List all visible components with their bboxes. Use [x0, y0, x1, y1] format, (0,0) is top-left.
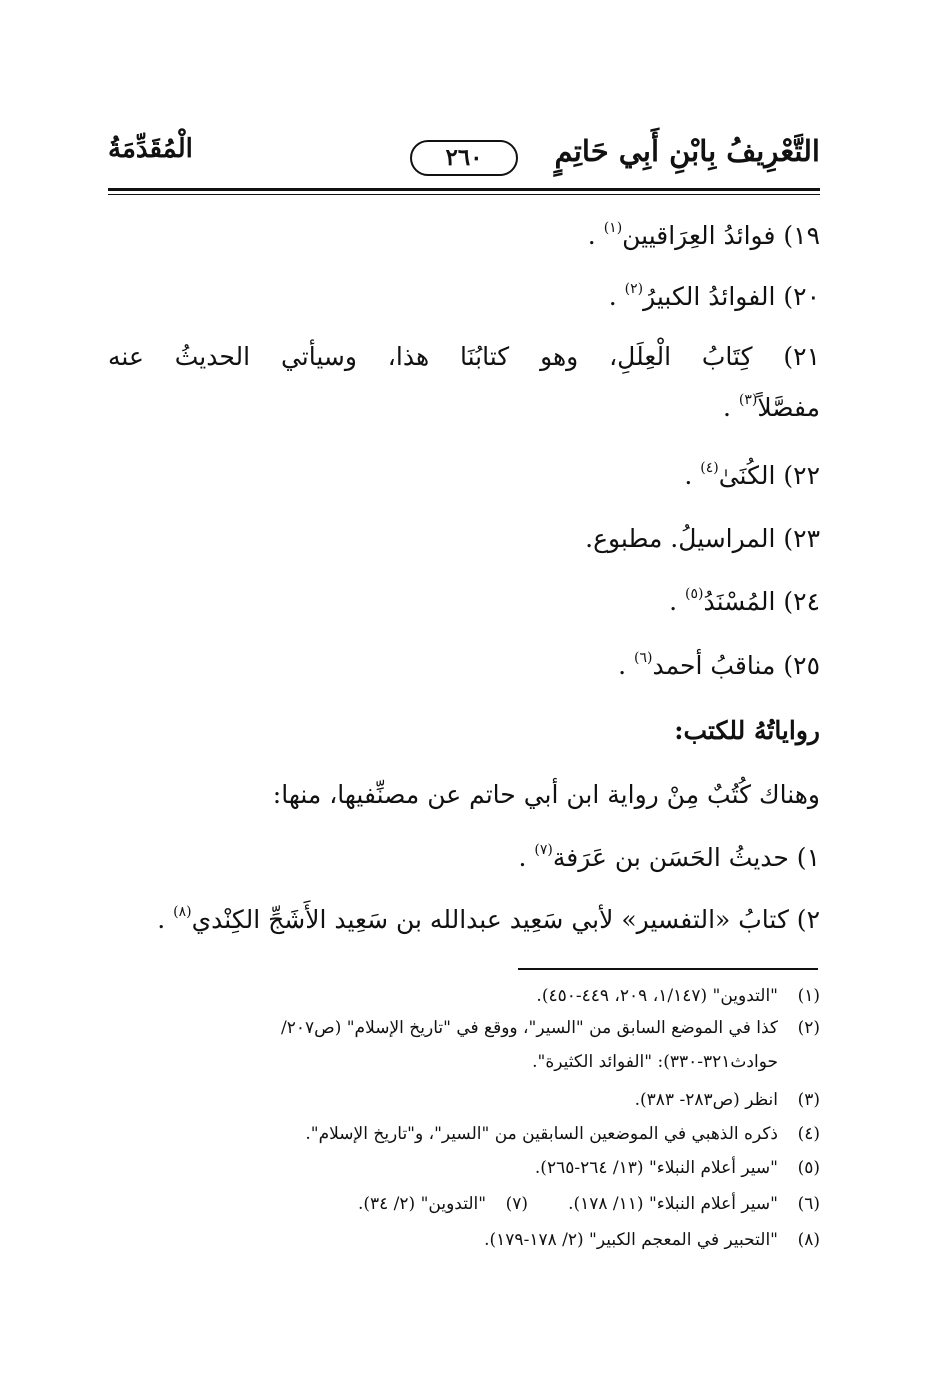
list-item: [108, 281, 820, 311]
page-header: [108, 128, 820, 178]
footnote-text: انظر (ص٢٨٣- ٣٨٣).: [634, 1090, 778, 1110]
item-end: .: [518, 843, 535, 872]
footnote-number: (٥): [797, 1158, 820, 1178]
footnote-continuation: حوادث٣٢١-٣٣٠): "الفوائد الكثيرة".: [532, 1052, 778, 1072]
list-item: [108, 842, 820, 872]
footnote-ref: (٧): [534, 842, 553, 858]
header-rule: [108, 188, 820, 191]
item-text: ٢٥) مناقبُ أحمد: [652, 651, 820, 680]
item-text: ٢) كتابُ «التفسير» لأبي سَعِيد عبدالله بن سَعِيد الأَشَجِّ الكِنْدي: [191, 905, 820, 934]
intro-paragraph: وهناك كُتُبٌ مِنْ رواية ابن أبي حاتم عن مصنِّفيها، منها:: [272, 780, 820, 809]
footnote-text: "التحبير في المعجم الكبير" (٢/ ١٧٨-١٧٩).: [484, 1230, 778, 1250]
footnote-ref: (٤): [700, 460, 719, 476]
footnote-number: (٦): [797, 1194, 820, 1214]
list-item: [108, 586, 820, 616]
footnote-number: (٣): [797, 1090, 820, 1110]
list-item: [108, 220, 820, 250]
footnote: [108, 1194, 820, 1214]
footnote-text: كذا في الموضع السابق من "السير"، ووقع في "تاريخ الإسلام" (ص٢٠٧/: [281, 1018, 778, 1038]
item-text: ١) حديثُ الحَسَن بن عَرَفة: [552, 843, 820, 872]
item-end: .: [618, 651, 634, 680]
item-end: .: [157, 905, 174, 934]
item-end: .: [669, 587, 685, 616]
footnote-ref: (٦): [633, 650, 653, 666]
item-text: ٢٤) المُسْنَدُ: [703, 587, 820, 616]
page-number: ٢٦٠: [410, 140, 518, 176]
footnote: [108, 1124, 820, 1144]
footnote-ref: (٨): [173, 904, 192, 920]
book-title: التَّعْرِيفُ بِابْنِ أَبِي حَاتِمٍ: [554, 134, 820, 168]
footnote-text: "سير أعلام النبلاء" (١٣/ ٢٦٤-٢٦٥).: [534, 1158, 778, 1178]
list-item: [108, 650, 820, 680]
footnote-ref: (٥): [684, 586, 704, 602]
footnote-text: "سير أعلام النبلاء" (١١/ ١٧٨).: [568, 1194, 778, 1214]
footnote-divider: [518, 968, 818, 970]
footnote: [108, 986, 820, 1006]
footnote: [108, 1018, 820, 1038]
list-item: [108, 904, 820, 934]
section-name: الْمُقَدِّمَةُ: [108, 134, 193, 164]
item-end: .: [608, 282, 625, 311]
list-item: [108, 342, 820, 371]
item-text: مفصَّلاً: [757, 393, 820, 422]
footnote-text: "التدوين" (١/١٤٧، ٢٠٩، ٤٤٩-٤٥٠).: [536, 986, 778, 1006]
subheading: رواياتُهُ للكتب:: [674, 716, 820, 745]
footnote: [108, 1230, 820, 1250]
footnote-number: (٢): [797, 1018, 820, 1038]
footnote: [108, 1090, 820, 1110]
footnote-text: "التدوين" (٢/ ٣٤).: [357, 1194, 487, 1214]
footnote-number: (٧): [505, 1194, 529, 1214]
item-text: ٢٢) الكُنَىٰ: [718, 461, 820, 490]
footnote-ref: (٣): [738, 392, 758, 408]
item-text: ٢١) كِتَابُ الْعِلَلِ، وهو كتابُنَا هذا، وسيأتي الحديثُ عنه: [108, 342, 820, 371]
item-end: .: [587, 221, 604, 250]
item-text: ٢٣) المراسيلُ. مطبوع.: [585, 524, 820, 553]
header-rule-thin: [108, 194, 820, 195]
footnote: [108, 1158, 820, 1178]
footnote-number: (١): [797, 986, 820, 1006]
item-text: ١٩) فوائدُ العِرَاقيين: [622, 221, 820, 250]
footnote-number: (٤): [797, 1124, 820, 1144]
list-item: [108, 460, 820, 490]
footnote-number: (٨): [797, 1230, 820, 1250]
item-end: .: [684, 461, 701, 490]
item-text: ٢٠) الفوائدُ الكبيرُ: [643, 282, 820, 311]
footnote-ref: (١): [603, 220, 623, 236]
list-item-continuation: [108, 392, 820, 422]
footnote-text: ذكره الذهبي في الموضعين السابقين من "السير"، و"تاريخ الإسلام".: [305, 1124, 778, 1144]
footnote-ref: (٢): [624, 281, 644, 297]
item-end: .: [722, 393, 739, 422]
list-item: [108, 524, 820, 553]
